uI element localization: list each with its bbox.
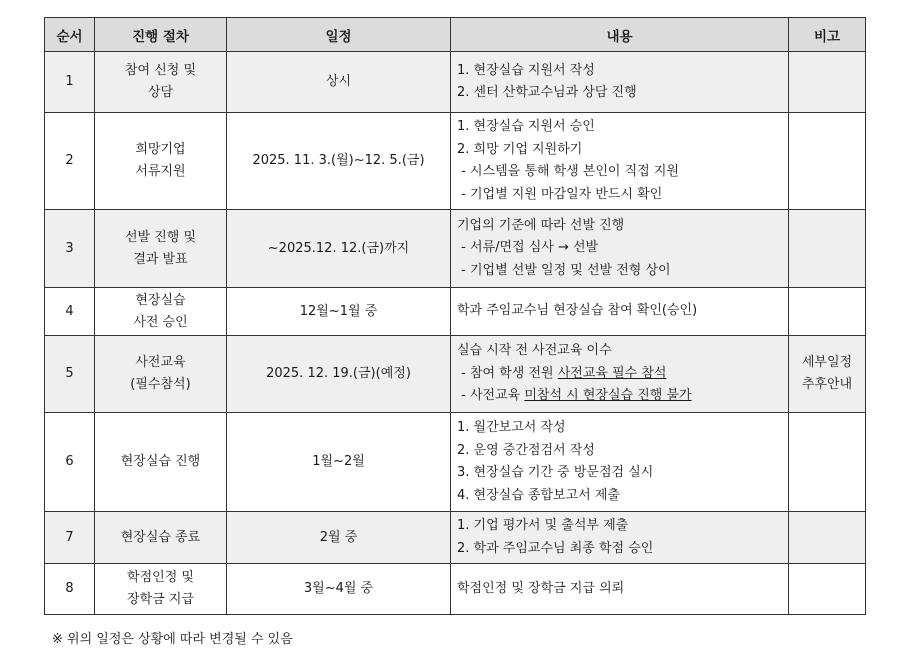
row-step-line: 결과 발표: [133, 251, 188, 267]
underlined-emphasis: 미참석 시 현장실습 진행 불가: [524, 388, 692, 404]
content-line: 1. 월간보고서 작성: [457, 420, 566, 435]
footnote: ※ 위의 일정은 상황에 따라 변경될 수 있음: [52, 632, 293, 647]
content-line: [457, 363, 782, 386]
row-step-line: 상담: [147, 85, 174, 100]
row-note: [789, 336, 866, 413]
row-schedule: 3월~4월 중: [227, 564, 451, 615]
content-line: 학과 주임교수님 현장실습 참여 확인(승인): [457, 303, 698, 319]
content-line: 1. 현장실습 지원서 작성: [457, 62, 595, 78]
content-line: 2. 희망 기업 지원하기: [457, 141, 583, 157]
header-order: 순서: [45, 18, 95, 52]
row-step-line: 현장실습 종료: [120, 529, 201, 545]
content-line: - 기업별 지원 마감일자 반드시 확인: [457, 186, 663, 202]
row-step-line: 서류지원: [135, 164, 186, 179]
row-step-line: 장학금 지급: [127, 592, 194, 607]
content-line: 1. 기업 평가서 및 출석부 제출: [457, 518, 629, 533]
content-line: 4. 현장실습 종합보고서 제출: [457, 487, 620, 503]
row-note: [789, 210, 866, 288]
table-row: [45, 288, 866, 336]
table-row: [45, 512, 866, 564]
row-number: 5: [45, 336, 95, 413]
row-step: [95, 52, 227, 113]
row-content: [451, 564, 789, 615]
row-step-line: 현장실습: [135, 292, 186, 308]
row-schedule: 2025. 11. 3.(월)~12. 5.(금): [227, 113, 451, 210]
underlined-emphasis: 사전교육 필수 참석: [557, 365, 667, 381]
row-step: [95, 512, 227, 564]
row-schedule: 2025. 12. 19.(금)(예정): [227, 336, 451, 413]
row-note: [789, 288, 866, 336]
header-note: 비고: [789, 18, 866, 52]
row-step: [95, 336, 227, 413]
row-schedule: 12월~1월 중: [227, 288, 451, 336]
table-header-row: [45, 18, 866, 52]
row-number: 4: [45, 288, 95, 336]
schedule-table-wrapper: [44, 17, 865, 615]
content-line: 실습 시작 전 사전교육 이수: [457, 343, 612, 359]
row-schedule: 1월~2월: [227, 413, 451, 512]
row-step-line: 학점인정 및: [127, 570, 194, 585]
content-line: - 시스템을 통해 학생 본인이 직접 지원: [457, 164, 679, 179]
row-note: [789, 564, 866, 615]
row-step-line: 선발 진행 및: [124, 229, 197, 245]
row-step-line: 사전 승인: [133, 314, 188, 330]
row-step: [95, 288, 227, 336]
row-content: [451, 288, 789, 336]
table-row: [45, 113, 866, 210]
row-step: [95, 413, 227, 512]
row-number: 3: [45, 210, 95, 288]
row-number: 6: [45, 413, 95, 512]
table-row: [45, 336, 866, 413]
content-line: - 서류/면접 심사 → 선발: [457, 240, 599, 256]
content-text: - 사전교육: [457, 388, 525, 404]
row-note: [789, 512, 866, 564]
content-line: 2. 센터 산학교수님과 상담 진행: [457, 85, 637, 100]
header-schedule: 일정: [227, 18, 451, 52]
row-number: 2: [45, 113, 95, 210]
row-note: [789, 113, 866, 210]
row-content: [451, 512, 789, 564]
content-line: 학점인정 및 장학금 지급 의뢰: [457, 580, 625, 596]
row-note: [789, 413, 866, 512]
table-row: [45, 564, 866, 615]
row-step-line: 사전교육: [135, 355, 186, 370]
row-content: [451, 52, 789, 113]
row-number: 8: [45, 564, 95, 615]
content-line: 기업의 기준에 따라 선발 진행: [457, 217, 625, 233]
row-step-line: 현장실습 진행: [120, 454, 201, 469]
row-step-line: (필수참석): [130, 377, 191, 392]
note-line: 세부일정: [801, 355, 853, 370]
schedule-table: [44, 17, 866, 615]
content-line: [457, 385, 782, 408]
header-content: 내용: [451, 18, 789, 52]
content-line: 2. 운영 중간점검서 작성: [457, 442, 595, 458]
row-schedule: 상시: [227, 52, 451, 113]
content-line: 1. 현장실습 지원서 승인: [457, 119, 595, 134]
row-note: [789, 52, 866, 113]
table-row: [45, 413, 866, 512]
row-number: 7: [45, 512, 95, 564]
row-step: [95, 210, 227, 288]
header-step: 진행 절차: [95, 18, 227, 52]
content-text: - 참여 학생 전원: [457, 365, 558, 381]
row-step: [95, 113, 227, 210]
row-schedule: 2월 중: [227, 512, 451, 564]
note-line: 추후안내: [801, 377, 853, 392]
table-row: [45, 210, 866, 288]
row-number: 1: [45, 52, 95, 113]
row-content: [451, 210, 789, 288]
row-step-line: 희망기업: [135, 142, 186, 157]
row-content: [451, 413, 789, 512]
row-content: [451, 113, 789, 210]
row-schedule: ~2025.12. 12.(금)까지: [227, 210, 451, 288]
row-step-line: 참여 신청 및: [124, 63, 197, 78]
content-line: 2. 학과 주임교수님 최종 학점 승인: [457, 540, 654, 556]
content-line: 3. 현장실습 기간 중 방문점검 실시: [457, 465, 654, 480]
row-step: [95, 564, 227, 615]
row-content: [451, 336, 789, 413]
table-row: [45, 52, 866, 113]
content-line: - 기업별 선발 일정 및 선발 전형 상이: [457, 262, 671, 278]
